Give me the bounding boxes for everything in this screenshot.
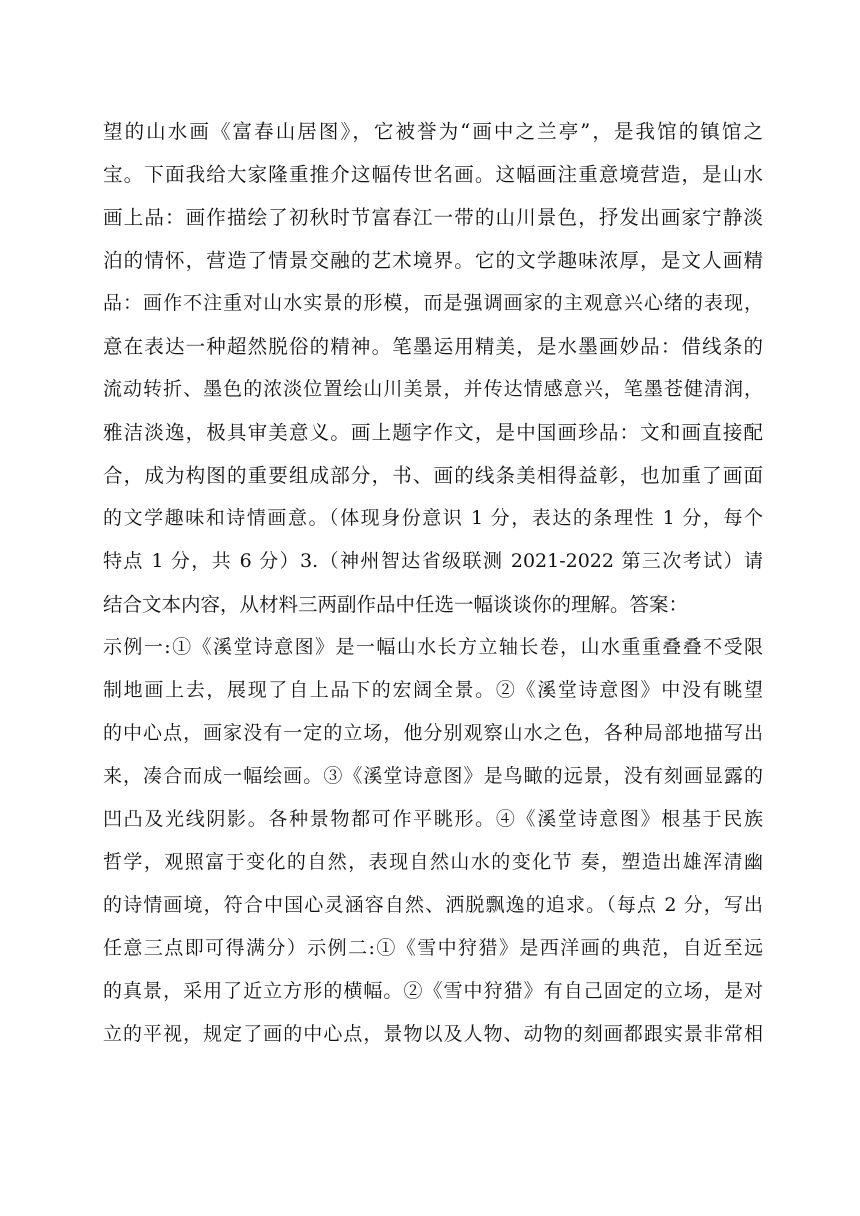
text-line-11: 特点 1 分，共 6 分）3.（神州智达省级联测 2021-2022 第三次考试）请 [103,550,763,572]
text-line-10: 的文学趣味和诗情画意。（体现身份意识 1 分，表达的条理性 1 分，每个 [103,507,763,529]
text-line-17: 凹凸及光线阴影。各种景物都可作平眺形。④《溪堂诗意图》根基于民族 [103,808,763,830]
text-line-13: 示例一:①《溪堂诗意图》是一幅山水长方立轴长卷，山水重重叠叠不受限 [103,636,763,658]
text-line-6: 意在表达一种超然脱俗的精神。笔墨运用精美，是水墨画妙品：借线条的 [103,335,763,358]
text-line-7: 流动转折、墨色的浓淡位置绘山川美景，并传达情感意兴，笔墨苍健清润， [103,378,763,400]
text-line-4: 泊的情怀，营造了情景交融的艺术境界。它的文学趣味浓厚，是文人画精 [103,249,763,272]
text-line-15: 的中心点，画家没有一定的立场，他分别观察山水之色，各种局部地描写出 [103,722,763,744]
text-line-8: 雅洁淡逸，极具审美意义。画上题字作文，是中国画珍品：文和画直接配 [103,421,763,444]
text-line-19: 的诗情画境，符合中国心灵涵容自然、洒脱飘逸的追求。（每点 2 分，写出 [103,894,763,916]
text-line-3: 画上品：画作描绘了初秋时节富春江一带的山川景色，抒发出画家宁静淡 [103,206,763,229]
body-text [103,110,763,1056]
text-line-22: 立的平视，规定了画的中心点，景物以及人物、动物的刻画都跟实景非常相 [103,1023,763,1045]
text-line-16: 来，凑合而成一幅绘画。③《溪堂诗意图》是鸟瞰的远景，没有刻画显露的 [103,765,763,787]
text-line-2: 宝。下面我给大家隆重推介这幅传世名画。这幅画注重意境营造，是山水 [103,163,763,186]
text-line-1: 望的山水画《富春山居图》，它被誉为“画中之兰亭”，是我馆的镇馆之 [103,120,763,143]
text-line-21: 的真景，采用了近立方形的横幅。②《雪中狩猎》有自己固定的立场，是对 [103,980,763,1002]
text-line-18: 哲学，观照富于变化的自然，表现自然山水的变化节 奏，塑造出雄浑清幽 [103,851,763,873]
text-line-12: 结合文本内容，从材料三两副作品中任选一幅谈谈你的理解。答案： [103,593,689,616]
text-line-9: 合，成为构图的重要组成部分，书、画的线条美相得益彰，也加重了画面 [103,464,763,487]
text-line-20: 任意三点即可得满分）示例二:①《雪中狩猎》是西洋画的典范，自近至远 [103,937,763,959]
text-line-5: 品：画作不注重对山水实景的形模，而是强调画家的主观意兴心绪的表现， [103,292,763,314]
text-line-14: 制地画上去，展现了自上品下的宏阔全景。②《溪堂诗意图》中没有眺望 [103,679,763,701]
